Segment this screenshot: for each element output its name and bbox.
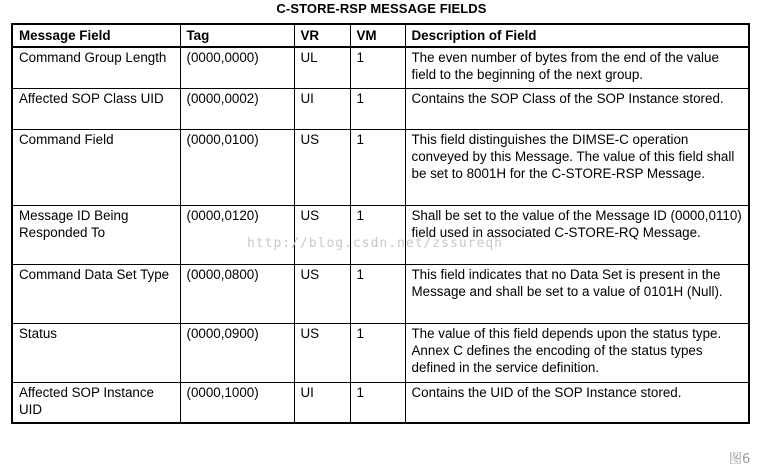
watermark: http://blog.csdn.net/zssureqh: [247, 236, 503, 251]
cell-vm: 1: [350, 88, 405, 129]
table-row: [12, 47, 749, 88]
cell-vr: UL: [294, 47, 350, 88]
cell-vm: 1: [350, 129, 405, 205]
cell-message-field: Command Data Set Type: [12, 264, 180, 323]
cell-description: The even number of bytes from the end of the value field to the beginning of the next group.: [405, 47, 749, 88]
cell-description: Contains the SOP Class of the SOP Instance stored.: [405, 88, 749, 129]
header-description: Description of Field: [405, 24, 749, 47]
cell-tag: (0000,0800): [180, 264, 294, 323]
cell-tag: (0000,0100): [180, 129, 294, 205]
table-row: [12, 129, 749, 205]
cell-tag: (0000,1000): [180, 382, 294, 423]
cell-description: This field indicates that no Data Set is present in the Message and shall be set to a value of 0101H (Null).: [405, 264, 749, 323]
header-message-field: Message Field: [12, 24, 180, 47]
cell-description: Contains the UID of the SOP Instance stored.: [405, 382, 749, 423]
header-vr: VR: [294, 24, 350, 47]
header-tag: Tag: [180, 24, 294, 47]
table-row: [12, 88, 749, 129]
cell-vr: UI: [294, 382, 350, 423]
cell-vr: UI: [294, 88, 350, 129]
cell-tag: (0000,0000): [180, 47, 294, 88]
header-vm: VM: [350, 24, 405, 47]
cell-message-field: Affected SOP Instance UID: [12, 382, 180, 423]
cell-vr: US: [294, 264, 350, 323]
cell-vm: 1: [350, 264, 405, 323]
cell-description: This field distinguishes the DIMSE-C operation conveyed by this Message. The value of this field shall be set to 8001H for the C-STORE-RSP Message.: [405, 129, 749, 205]
cell-description: Shall be set to the value of the Message ID (0000,0110) field used in associated C-STORE-RQ Message.: [405, 205, 749, 264]
cell-vm: 1: [350, 205, 405, 264]
table-caption: C-STORE-RSP MESSAGE FIELDS: [276, 1, 487, 16]
cell-message-field: Affected SOP Class UID: [12, 88, 180, 129]
cell-message-field: Message ID Being Responded To: [12, 205, 180, 264]
table-row: [12, 205, 749, 264]
table-row: [12, 382, 749, 423]
table-row: [12, 264, 749, 323]
cell-vm: 1: [350, 323, 405, 382]
cell-vr: US: [294, 205, 350, 264]
cell-message-field: Command Field: [12, 129, 180, 205]
figure-label: 图6: [729, 452, 751, 467]
cell-description: The value of this field depends upon the status type. Annex C defines the encoding of the status types defined in the service definition.: [405, 323, 749, 382]
cell-vm: 1: [350, 47, 405, 88]
cell-vm: 1: [350, 382, 405, 423]
cell-tag: (0000,0900): [180, 323, 294, 382]
cell-message-field: Command Group Length: [12, 47, 180, 88]
cell-tag: (0000,0120): [180, 205, 294, 264]
table-row: [12, 323, 749, 382]
message-fields-table: [11, 23, 750, 424]
cell-vr: US: [294, 323, 350, 382]
cell-message-field: Status: [12, 323, 180, 382]
table-header-row: [12, 24, 749, 47]
cell-vr: US: [294, 129, 350, 205]
cell-tag: (0000,0002): [180, 88, 294, 129]
